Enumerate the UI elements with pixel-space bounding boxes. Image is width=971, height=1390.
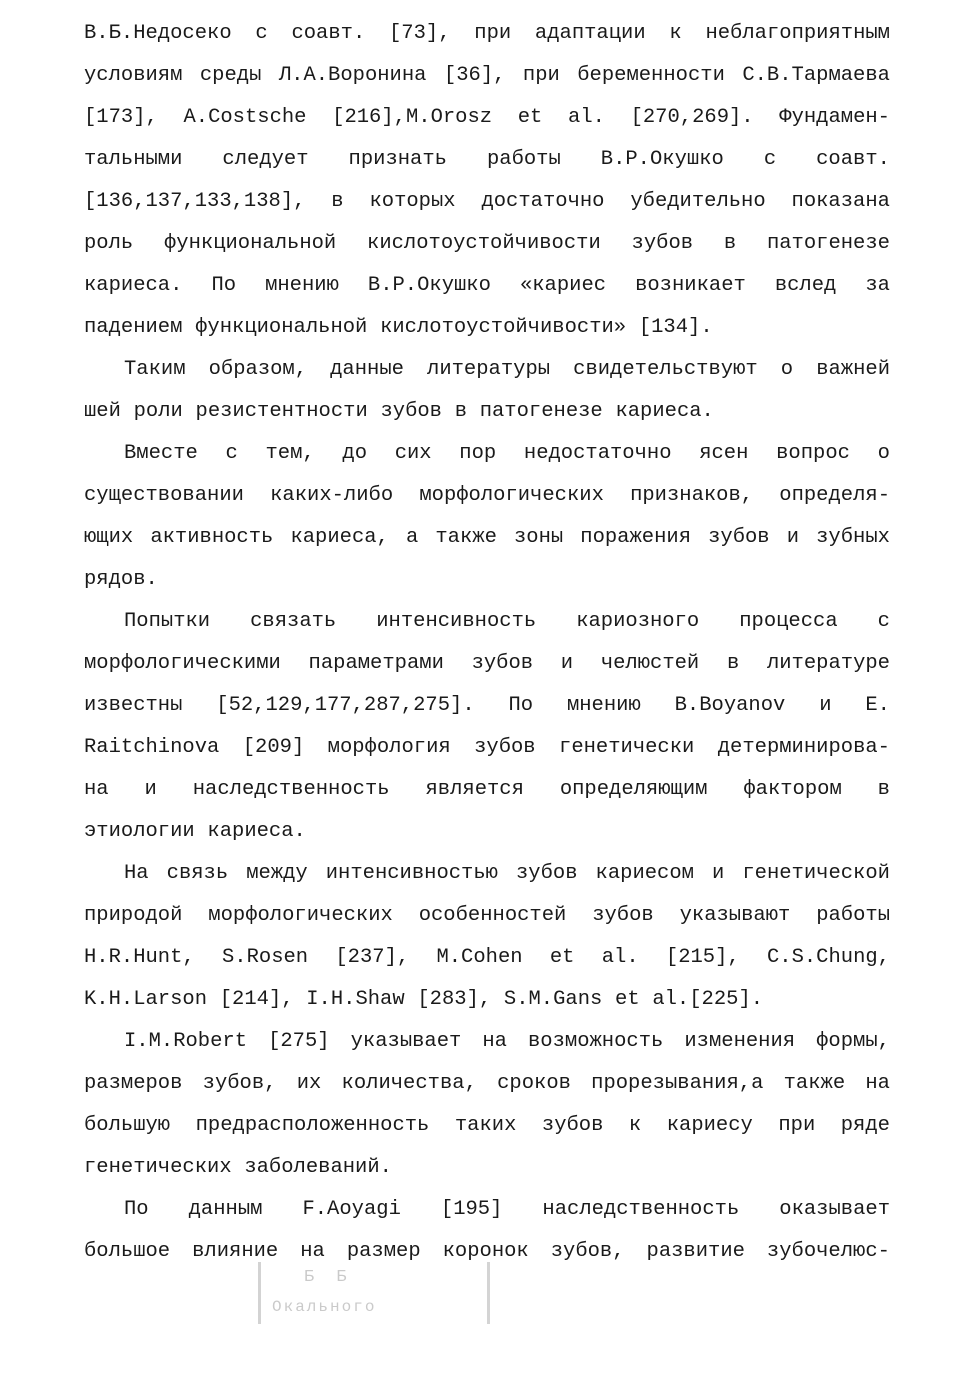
word: рядов. <box>84 568 158 591</box>
text-line <box>84 97 890 139</box>
text-line <box>84 769 890 811</box>
word: роли <box>133 400 183 423</box>
text-line <box>84 139 890 181</box>
word: природой <box>84 904 183 927</box>
word: зубов <box>631 232 694 255</box>
word: зубов, <box>550 1240 625 1263</box>
word: фактором <box>743 778 842 801</box>
word: [209] <box>242 736 305 759</box>
stamp-text-2: Окального <box>272 1298 377 1316</box>
word: мнению <box>566 694 641 717</box>
word: [73], <box>389 22 451 45</box>
word: et <box>615 988 640 1011</box>
document-page <box>84 13 890 1273</box>
text-line <box>84 979 890 1021</box>
word: зубных <box>816 526 890 549</box>
word: Вместе <box>124 442 198 465</box>
word: к <box>669 22 682 45</box>
word: ющих <box>84 526 134 549</box>
text-line <box>84 853 890 895</box>
text-line <box>84 349 890 391</box>
word: в <box>726 652 740 675</box>
word: большую <box>84 1114 171 1137</box>
word: которых <box>369 190 456 213</box>
word: коронок <box>442 1240 529 1263</box>
word: al.[225]. <box>652 988 764 1011</box>
word: на <box>865 1072 890 1095</box>
word: процесса <box>739 610 838 633</box>
word: а <box>405 526 419 549</box>
word: патогенезе <box>479 400 603 423</box>
word: Таким <box>124 358 186 381</box>
word: с <box>225 442 238 465</box>
text-line <box>84 895 890 937</box>
word: недостаточно <box>523 442 672 465</box>
word: функциональной <box>164 232 337 255</box>
word: данные <box>330 358 404 381</box>
word: [216],M.Orosz <box>332 106 493 129</box>
word: кариеса, <box>290 526 389 549</box>
word: кариеса. <box>207 820 306 843</box>
word: M.Cohen <box>436 946 523 969</box>
word: K.H.Larson <box>84 988 208 1011</box>
word: определяющим <box>559 778 708 801</box>
word: и <box>712 862 725 885</box>
word: ясен <box>699 442 749 465</box>
word: зубов <box>380 400 442 423</box>
word: зубов <box>471 652 534 675</box>
word: B.Boyanov <box>674 694 786 717</box>
word: et <box>549 946 575 969</box>
word: тем, <box>265 442 315 465</box>
word: большое <box>84 1240 171 1263</box>
word: на <box>482 1030 507 1053</box>
text-line <box>84 685 890 727</box>
word: Л.А.Воронина <box>278 64 427 87</box>
word: возможность <box>528 1030 664 1053</box>
text-line <box>84 55 890 97</box>
word: связь <box>166 862 229 885</box>
word: с <box>763 148 777 171</box>
word: изменения <box>684 1030 796 1053</box>
word: зоны <box>513 526 564 549</box>
word: C.S.Chung, <box>766 946 890 969</box>
word: и <box>819 694 832 717</box>
word: предрасположенность <box>195 1114 430 1137</box>
word: с <box>255 22 268 45</box>
text-line <box>84 643 890 685</box>
word: особенностей <box>418 904 567 927</box>
word: связать <box>250 610 337 633</box>
word: и <box>786 526 800 549</box>
word: [136,137,133,138], <box>84 190 306 213</box>
text-line <box>84 265 890 307</box>
word: литературы <box>427 358 551 381</box>
text-line <box>84 937 890 979</box>
word: среды <box>199 64 262 87</box>
word: зубов <box>708 526 770 549</box>
word: генетической <box>742 862 890 885</box>
text-line <box>84 517 890 559</box>
text-line <box>84 559 890 601</box>
word: влияние <box>192 1240 279 1263</box>
word: генетически <box>559 736 695 759</box>
word: размеров <box>84 1072 183 1095</box>
word: убедительно <box>630 190 766 213</box>
word: мнению <box>265 274 339 297</box>
word: ряде <box>840 1114 890 1137</box>
word: [237], <box>335 946 410 969</box>
text-line <box>84 1063 890 1105</box>
word: шей <box>84 400 121 423</box>
word: A.Costsche <box>183 106 307 129</box>
word: кариеса. <box>84 274 183 297</box>
word: до <box>342 442 368 465</box>
word: функциональной <box>195 316 368 339</box>
word: между <box>246 862 308 885</box>
word: данным <box>188 1198 263 1221</box>
word: I.H.Shaw <box>306 988 405 1011</box>
word: параметрами <box>308 652 444 675</box>
word: В.Р.Окушко <box>367 274 491 297</box>
text-line <box>84 727 890 769</box>
stamp-border-left <box>258 1262 261 1324</box>
text-line <box>84 13 890 55</box>
word: челюстей <box>600 652 700 675</box>
word: литературе <box>766 652 890 675</box>
stamp-border-right <box>487 1262 490 1324</box>
word: кариозного <box>576 610 700 633</box>
word: оказывает <box>779 1198 890 1221</box>
word: в <box>331 190 344 213</box>
word: [134]. <box>638 316 713 339</box>
word: пор <box>459 442 497 465</box>
word: зубов <box>592 904 654 927</box>
word: условиям <box>84 64 183 87</box>
word: морфологическими <box>84 652 281 675</box>
word: при <box>778 1114 816 1137</box>
word: S.M.Gans <box>503 988 603 1011</box>
word: кариесу <box>666 1114 753 1137</box>
word: кариесом <box>595 862 694 885</box>
word: По <box>508 694 534 717</box>
word: кислотоустойчивости» <box>380 316 627 339</box>
word: В.Р.Окушко <box>600 148 724 171</box>
word: соавт. <box>816 148 890 171</box>
word: кариеса. <box>615 400 714 423</box>
word: каких-либо <box>270 484 394 507</box>
word: определя- <box>779 484 890 507</box>
word: По <box>124 1198 149 1221</box>
word: сих <box>394 442 432 465</box>
word: вопрос <box>776 442 850 465</box>
word: вслед <box>774 274 837 297</box>
word: в <box>877 778 890 801</box>
word: при <box>522 64 560 87</box>
word: известны <box>84 694 183 717</box>
word: На <box>124 862 149 885</box>
word: зубов <box>541 1114 604 1137</box>
word: размер <box>346 1240 421 1263</box>
word: активность <box>150 526 274 549</box>
word: поражения <box>580 526 691 549</box>
word: падением <box>84 316 183 339</box>
word: зубов <box>474 736 536 759</box>
word: et <box>517 106 543 129</box>
word: E. <box>865 694 890 717</box>
word: к <box>628 1114 642 1137</box>
word: также <box>783 1072 846 1095</box>
word: сроков <box>497 1072 571 1095</box>
word: al. <box>601 946 639 969</box>
word: резистентности <box>195 400 368 423</box>
word: и <box>144 778 157 801</box>
word: наследственность <box>192 778 390 801</box>
word: на <box>84 778 109 801</box>
word: H.R.Hunt, <box>84 946 195 969</box>
word: [195] <box>440 1198 503 1221</box>
word: следует <box>222 148 309 171</box>
word: тальными <box>84 148 183 171</box>
word: количества, <box>341 1072 477 1095</box>
word: детерминирова- <box>717 736 890 759</box>
word: al. <box>568 106 605 129</box>
word: прорезывания,а <box>591 1072 764 1095</box>
word: этиологии <box>84 820 195 843</box>
word: на <box>300 1240 325 1263</box>
word: неблагоприятным <box>705 22 890 45</box>
word: свидетельствуют <box>573 358 758 381</box>
word: I.M.Robert <box>124 1030 248 1053</box>
word: является <box>425 778 524 801</box>
word: [52,129,177,287,275]. <box>216 694 475 717</box>
word: развитие <box>646 1240 745 1263</box>
word: признать <box>348 148 447 171</box>
word: [283], <box>417 988 492 1011</box>
word: указывает <box>350 1030 462 1053</box>
stamp-text-1: Б Б <box>304 1268 353 1287</box>
word: С.В.Тармаева <box>742 64 890 87</box>
word: работы <box>816 904 890 927</box>
word: адаптации <box>534 22 646 45</box>
word: роль <box>84 232 134 255</box>
text-line <box>84 433 890 475</box>
word: при <box>474 22 512 45</box>
text-line <box>84 1021 890 1063</box>
word: за <box>865 274 890 297</box>
text-line <box>84 391 890 433</box>
word: заболеваний. <box>244 1156 392 1179</box>
word: S.Rosen <box>221 946 309 969</box>
word: кислотоустойчивости <box>367 232 601 255</box>
word: существовании <box>84 484 244 507</box>
word: в <box>454 400 467 423</box>
word: в <box>723 232 737 255</box>
word: наследственность <box>542 1198 740 1221</box>
word: зубов <box>516 862 578 885</box>
word: формы, <box>816 1030 890 1053</box>
word: морфология <box>327 736 451 759</box>
word: [270,269]. <box>630 106 754 129</box>
text-line <box>84 811 890 853</box>
word: работы <box>486 148 561 171</box>
word: признаков, <box>630 484 754 507</box>
text-line <box>84 1105 890 1147</box>
word: возникает <box>635 274 746 297</box>
word: зубов, <box>202 1072 277 1095</box>
word: таких <box>454 1114 517 1137</box>
word: генетических <box>84 1156 232 1179</box>
word: достаточно <box>481 190 605 213</box>
word: показана <box>791 190 890 213</box>
text-line <box>84 475 890 517</box>
word: [173], <box>84 106 158 129</box>
word: F.Aoyagi <box>302 1198 401 1221</box>
word: патогенезе <box>766 232 890 255</box>
word: интенсивность <box>376 610 537 633</box>
word: Фундамен- <box>779 106 890 129</box>
text-line <box>84 601 890 643</box>
word: их <box>296 1072 322 1095</box>
word: также <box>435 526 497 549</box>
word: [215], <box>665 946 740 969</box>
library-stamp <box>258 1262 490 1330</box>
word: [36], <box>443 64 506 87</box>
word: [214], <box>219 988 294 1011</box>
word: о <box>877 442 890 465</box>
text-line <box>84 1189 890 1231</box>
word: Raitchinova <box>84 736 220 759</box>
text-line <box>84 223 890 265</box>
word: зубочелюс- <box>766 1240 890 1263</box>
word: [275] <box>268 1030 330 1053</box>
word: В.Б.Недосеко <box>84 22 232 45</box>
word: интенсивностью <box>325 862 498 885</box>
word: По <box>211 274 237 297</box>
word: соавт. <box>291 22 366 45</box>
word: Попытки <box>124 610 211 633</box>
word: и <box>560 652 574 675</box>
word: о <box>780 358 794 381</box>
word: беременности <box>577 64 725 87</box>
word: образом, <box>208 358 308 381</box>
word: важней <box>816 358 890 381</box>
word: с <box>877 610 890 633</box>
text-line <box>84 1147 890 1189</box>
text-line <box>84 307 890 349</box>
word: морфологических <box>208 904 393 927</box>
word: указывают <box>679 904 791 927</box>
word: морфологических <box>419 484 604 507</box>
text-line <box>84 181 890 223</box>
word: «кариес <box>519 274 607 297</box>
